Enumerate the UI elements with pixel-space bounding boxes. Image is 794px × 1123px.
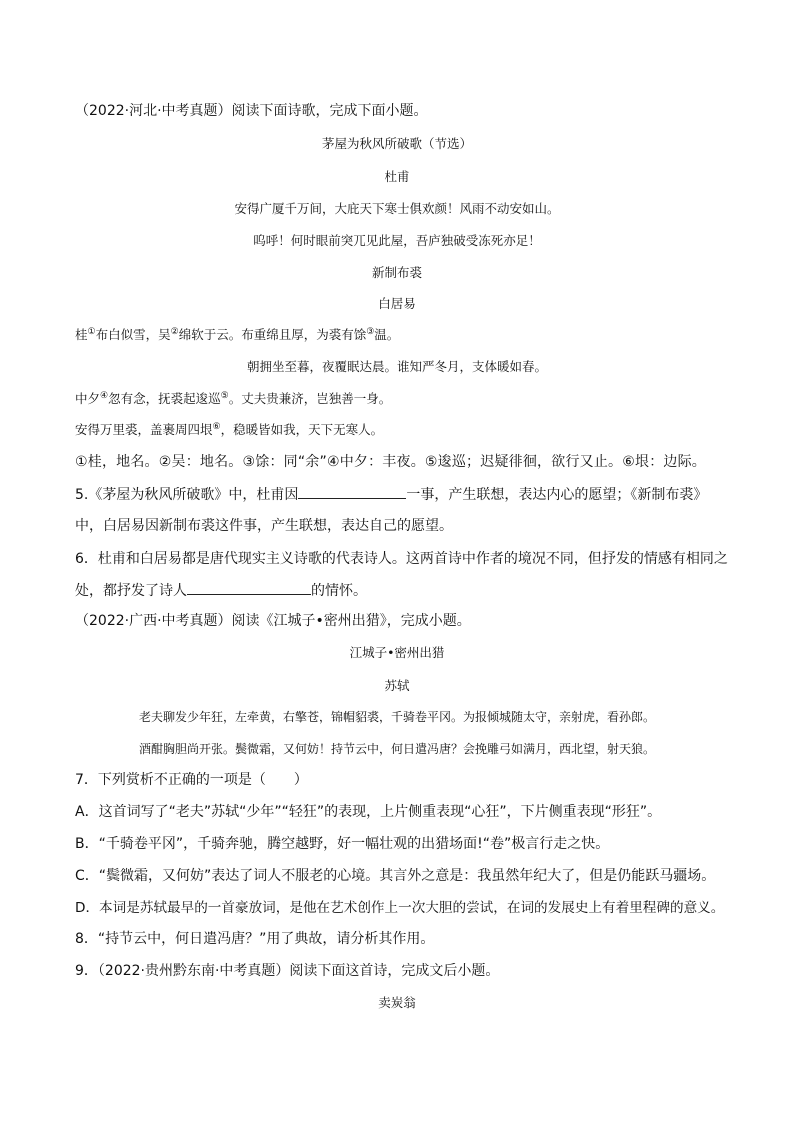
answer-blank[interactable]: [187, 580, 311, 595]
poem2-title: 新制布裘: [371, 265, 422, 280]
question-6-line2: 处，都抒发了诗人 的情怀。: [75, 580, 367, 601]
question-8: 8．“持节云中，何日遣冯唐？”用了典故，请分析其作用。: [75, 931, 435, 947]
question-5-line2: 中，白居易因新制布裘这件事，产生联想，表达自己的愿望。: [75, 518, 453, 534]
poem3-author: 苏轼: [384, 678, 410, 693]
poem3-title: 江城子•密州出猎: [349, 645, 445, 660]
poem1-line2: 呜呼！何时眼前突兀见此屋，吾庐独破受冻死亦足！: [253, 233, 541, 248]
poem2-author: 白居易: [378, 296, 416, 311]
poem1-title: 茅屋为秋风所破歌（节选）: [321, 136, 472, 151]
poem1-author: 杜甫: [384, 169, 410, 184]
question-7-option-a[interactable]: A．这首词写了“老夫”苏轼“少年”“轻狂”的表现，上片侧重表现“心狂”，下片侧重表现“形狂”。: [75, 804, 662, 820]
question-9: 9．（2022·贵州黔东南·中考真题）阅读下面这首诗，完成文后小题。: [75, 963, 500, 979]
poem2-line3: 中夕④忽有念，抚裘起逡巡⑤。丈夫贵兼济，岂独善一身。: [75, 390, 392, 406]
poem2-line2: 朝拥坐至暮，夜覆眠达晨。谁知严冬月，支体暖如春。: [246, 359, 547, 374]
question-5-line1: 5.《茅屋为秋风所破歌》中，杜甫因 一事，产生联想，表达内心的愿望；《新制布裘》: [75, 484, 707, 505]
poem4-title: 卖炭翁: [378, 995, 416, 1010]
question-6-line1: 6．杜甫和白居易都是唐代现实主义诗歌的代表诗人。这两首诗中作者的境况不同，但抒发的情感有相同之: [75, 551, 728, 567]
question-7-option-d[interactable]: D．本词是苏轼最早的一首豪放词，是他在艺术创作上一次大胆的尝试，在词的发展史上有着里程碑的意义。: [75, 900, 725, 916]
poem1-line1: 安得广厦千万间，大庇天下寒士俱欢颜！风雨不动安如山。: [234, 201, 560, 216]
poem3-line1: 老夫聊发少年狂，左牵黄，右擎苍，锦帽貂裘，千骑卷平冈。为报倾城随太守，亲射虎，看孙郎。: [138, 710, 655, 724]
poem2-line1: 桂①布白似雪，吴②绵软于云。布重绵且厚，为裘有馀③温。: [75, 326, 400, 342]
intro-guangxi: （2022·广西·中考真题）阅读《江城子•密州出猎》，完成小题。: [75, 613, 471, 629]
poem3-line2: 酒酣胸胆尚开张。鬓微霜，又何妨！持节云中，何日遣冯唐？会挽雕弓如满月，西北望，射天狼。: [138, 742, 655, 756]
question-7-option-c[interactable]: C．“鬓微霜，又何妨”表达了词人不服老的心境。其言外之意是：我虽然年纪大了，但是仍能跃马疆场。: [75, 868, 716, 884]
answer-blank[interactable]: [298, 484, 406, 499]
poem2-line4: 安得万里裘，盖裹周四垠⑥，稳暖皆如我，天下无寒人。: [75, 421, 384, 437]
question-7-option-b[interactable]: B．“千骑卷平冈”，千骑奔驰，腾空越野，好一幅壮观的出猎场面!“卷”极言行走之快。: [75, 836, 610, 852]
intro-hebei: （2022·河北·中考真题）阅读下面诗歌，完成下面小题。: [75, 103, 428, 119]
question-7-stem: 7．下列赏析不正确的一项是（ ）: [75, 772, 308, 788]
footnotes: ①桂，地名。②吴：地名。③馀：同“余”④中夕：丰夜。⑤逡巡；迟疑徘徊，欲行又止。⑥垠：边际。: [75, 454, 707, 470]
